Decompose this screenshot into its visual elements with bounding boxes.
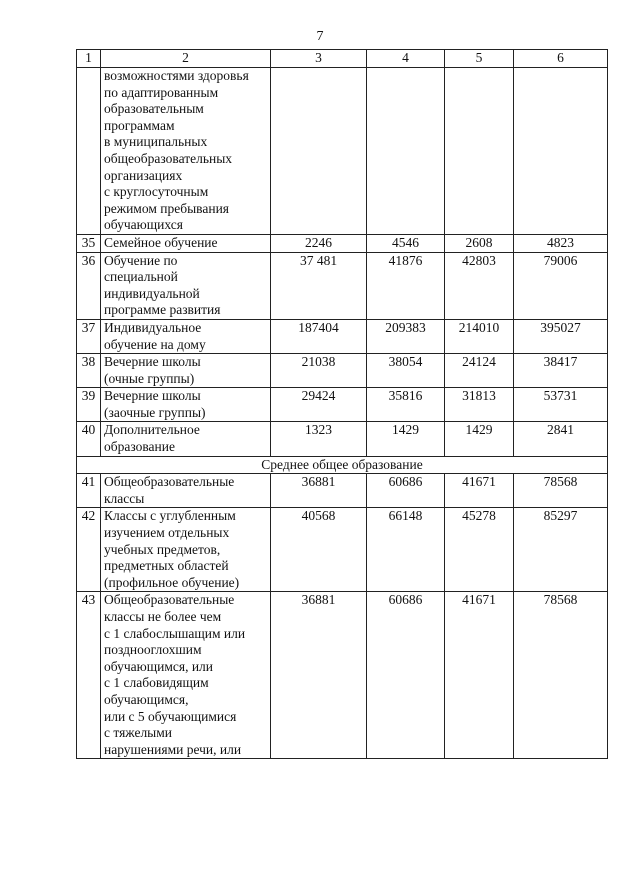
cell-col5: 31813 <box>445 388 514 422</box>
cell-col5: 1429 <box>445 422 514 456</box>
cell-col5: 45278 <box>445 508 514 592</box>
column-header: 1 <box>77 50 101 68</box>
row-number <box>77 68 101 235</box>
column-header: 2 <box>101 50 271 68</box>
cell-col5: 24124 <box>445 354 514 388</box>
row-label: Общеобразовательные классы не более чем с 1 слабослышащим или позднооглохшим обучающимся, или с 1 слабовидящим обучающимся, или с 5 обучающимися с тяжелыми нарушениями речи, или <box>101 592 271 759</box>
row-number: 42 <box>77 508 101 592</box>
cell-col6: 78568 <box>514 592 608 759</box>
row-number: 37 <box>77 319 101 353</box>
table-row <box>77 592 608 759</box>
cell-col4: 35816 <box>367 388 445 422</box>
row-label: Вечерние школы (очные группы) <box>101 354 271 388</box>
cell-col3: 187404 <box>271 319 367 353</box>
cell-col6: 79006 <box>514 252 608 319</box>
table-header-row <box>77 50 608 68</box>
cell-col3: 36881 <box>271 474 367 508</box>
cell-col6: 4823 <box>514 234 608 252</box>
table-row <box>77 354 608 388</box>
row-label: Вечерние школы (заочные группы) <box>101 388 271 422</box>
row-number: 43 <box>77 592 101 759</box>
table-row <box>77 422 608 456</box>
row-label: возможностями здоровья по адаптированным образовательным программам в муниципальных общеобразовательных организациях с круглосуточным режимом пребывания обучающихся <box>101 68 271 235</box>
cell-col6: 78568 <box>514 474 608 508</box>
cell-col4: 60686 <box>367 592 445 759</box>
cell-col4: 38054 <box>367 354 445 388</box>
row-number: 40 <box>77 422 101 456</box>
section-title: Среднее общее образование <box>77 456 608 474</box>
row-label: Общеобразовательные классы <box>101 474 271 508</box>
cell-col3 <box>271 68 367 235</box>
cell-col5 <box>445 68 514 235</box>
cell-col3: 1323 <box>271 422 367 456</box>
row-number: 36 <box>77 252 101 319</box>
row-label: Индивидуальное обучение на дому <box>101 319 271 353</box>
cell-col6: 53731 <box>514 388 608 422</box>
cost-table <box>76 49 608 759</box>
column-header: 5 <box>445 50 514 68</box>
cell-col5: 41671 <box>445 592 514 759</box>
table-row <box>77 252 608 319</box>
row-label: Семейное обучение <box>101 234 271 252</box>
page-number: 7 <box>316 29 324 44</box>
column-header: 6 <box>514 50 608 68</box>
row-label: Дополнительное образование <box>101 422 271 456</box>
cell-col5: 214010 <box>445 319 514 353</box>
row-number: 39 <box>77 388 101 422</box>
cell-col3: 2246 <box>271 234 367 252</box>
section-row <box>77 456 608 474</box>
table-row <box>77 319 608 353</box>
cell-col5: 2608 <box>445 234 514 252</box>
cell-col4: 4546 <box>367 234 445 252</box>
cell-col4: 66148 <box>367 508 445 592</box>
cell-col6: 85297 <box>514 508 608 592</box>
row-number: 35 <box>77 234 101 252</box>
cell-col5: 41671 <box>445 474 514 508</box>
cell-col3: 29424 <box>271 388 367 422</box>
table-row <box>77 234 608 252</box>
row-number: 38 <box>77 354 101 388</box>
cell-col3: 40568 <box>271 508 367 592</box>
cell-col6: 2841 <box>514 422 608 456</box>
table-row-continuation <box>77 68 608 235</box>
cell-col6: 38417 <box>514 354 608 388</box>
row-number: 41 <box>77 474 101 508</box>
row-label: Классы с углубленным изучением отдельных учебных предметов, предметных областей (профильное обучение) <box>101 508 271 592</box>
cell-col4: 60686 <box>367 474 445 508</box>
cell-col6 <box>514 68 608 235</box>
cell-col3: 21038 <box>271 354 367 388</box>
cell-col3: 36881 <box>271 592 367 759</box>
row-label: Обучение по специальной индивидуальной программе развития <box>101 252 271 319</box>
table-row <box>77 388 608 422</box>
cell-col4: 41876 <box>367 252 445 319</box>
column-header: 4 <box>367 50 445 68</box>
cell-col3: 37 481 <box>271 252 367 319</box>
table-row <box>77 508 608 592</box>
cell-col4 <box>367 68 445 235</box>
table-row <box>77 474 608 508</box>
cell-col5: 42803 <box>445 252 514 319</box>
cell-col4: 209383 <box>367 319 445 353</box>
cell-col4: 1429 <box>367 422 445 456</box>
column-header: 3 <box>271 50 367 68</box>
cell-col6: 395027 <box>514 319 608 353</box>
